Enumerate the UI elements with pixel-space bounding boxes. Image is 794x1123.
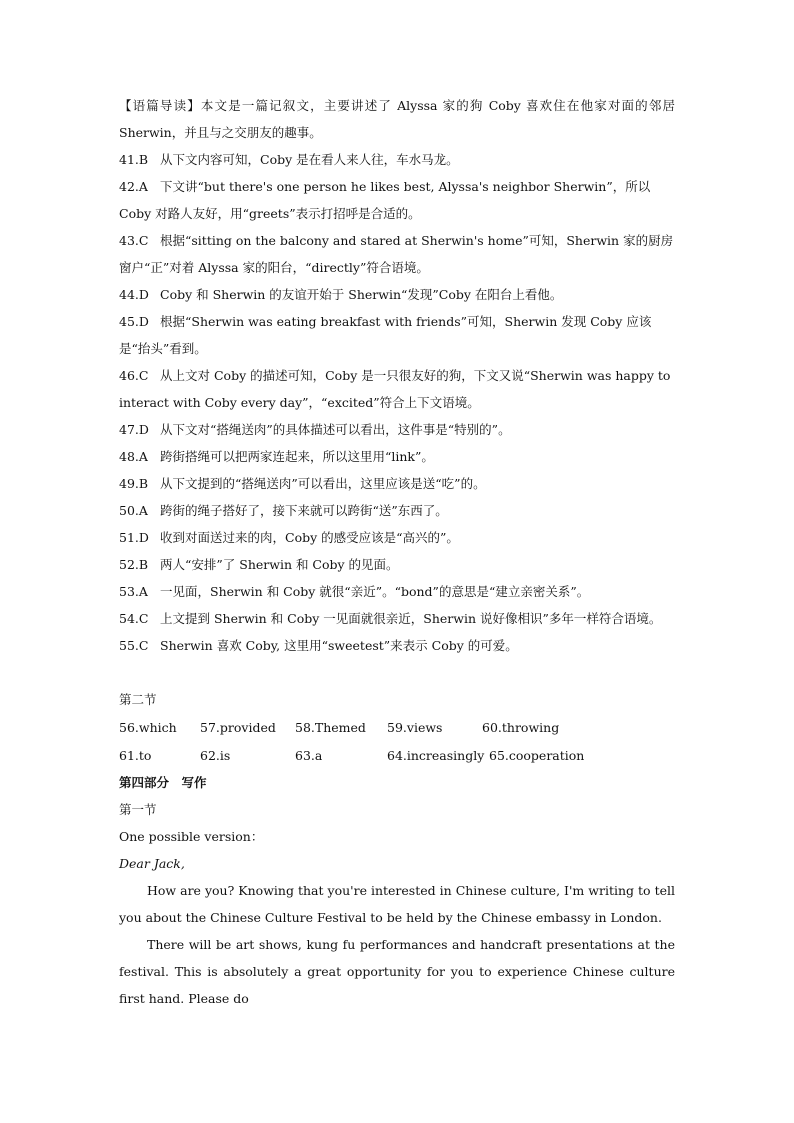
answer-item [119, 470, 675, 497]
answer-list [119, 146, 675, 659]
letter-paragraph-1: How are you? Knowing that you're interested in Chinese culture, I'm writing to tell you about the Chinese Culture Festival to be held by the Chinese embassy in London. [119, 883, 675, 925]
answer-item [119, 632, 675, 659]
spacer [119, 659, 675, 686]
answer-explanation: 从下文内容可知，Coby 是在看人来人往，车水马龙。 [160, 152, 459, 167]
answer-number: 53.A [119, 584, 148, 599]
answer-56: 56.which [119, 719, 177, 735]
answer-number: 49.B [119, 476, 149, 491]
section2-row-2 [119, 741, 675, 769]
answer-60: 60.throwing [482, 719, 560, 735]
letter-paragraph-2: There will be art shows, kung fu performances and handcraft presentations at the festival. This is absolutely a great opportunity for you to experience Chinese culture first hand. Please do [119, 937, 675, 1006]
passage-intro [119, 92, 675, 146]
answer-number: 50.A [119, 503, 148, 518]
answer-number: 43.C [119, 233, 149, 248]
answer-explanation: 上文提到 Sherwin 和 Coby 一见面就很亲近，Sherwin 说好像相识”多年一样符合语境。 [160, 611, 662, 626]
answer-number: 51.D [119, 530, 149, 545]
answer-explanation: 根据“sitting on the balcony and stared at Sherwin's home”可知，Sherwin 家的厨房窗户“正”对着 Alyssa 家的阳台，“directly”符合语境。 [119, 233, 674, 275]
answer-explanation: 从上文对 Coby 的描述可知，Coby 是一只很友好的狗，下文又说“Sherwin was happy to interact with Coby every day”，“excited”符合上下文语境。 [119, 368, 671, 410]
answer-explanation: 根据“Sherwin was eating breakfast with friends”可知，Sherwin 发现 Coby 应该是“抬头”看到。 [119, 314, 652, 356]
answer-65: 65.cooperation [489, 747, 585, 763]
answer-63: 63.a [295, 747, 323, 763]
answer-61: 61.to [119, 747, 152, 763]
answer-number: 42.A [119, 179, 148, 194]
answer-number: 48.A [119, 449, 148, 464]
answer-number: 45.D [119, 314, 149, 329]
answer-explanation: Sherwin 喜欢 Coby, 这里用“sweetest”来表示 Coby 的可爱。 [160, 638, 518, 653]
letter-greeting: Dear Jack, [119, 856, 185, 871]
answer-explanation: 从下文提到的“搭绳送肉”可以看出，这里应该是送“吃”的。 [160, 476, 486, 491]
answer-explanation: 跨街搭绳可以把两家连起来，所以这里用“link”。 [160, 449, 434, 464]
answer-key-content [119, 92, 675, 1012]
answer-explanation: 两人“安排”了 Sherwin 和 Coby 的见面。 [160, 557, 399, 572]
part4-subheading: 第一节 [119, 802, 157, 817]
answer-item [119, 227, 675, 281]
answer-item [119, 443, 675, 470]
answer-57: 57.provided [200, 719, 276, 735]
answer-number: 54.C [119, 611, 149, 626]
answer-item [119, 578, 675, 605]
answer-item [119, 281, 675, 308]
intro-label: 【语篇导读】 [119, 98, 201, 113]
answer-item [119, 308, 675, 362]
answer-item [119, 173, 675, 227]
answer-62: 62.is [200, 747, 231, 763]
answer-number: 47.D [119, 422, 149, 437]
answer-59: 59.views [387, 719, 443, 735]
section2-row-1 [119, 713, 675, 741]
intro-text: 本文是一篇记叙文，主要讲述了 Alyssa 家的狗 Coby 喜欢住在他家对面的邻居 Sherwin，并且与之交朋友的趣事。 [119, 98, 675, 140]
section2-heading: 第二节 [119, 692, 157, 707]
answer-item [119, 362, 675, 416]
answer-number: 55.C [119, 638, 149, 653]
answer-item [119, 605, 675, 632]
answer-number: 46.C [119, 368, 149, 383]
answer-item [119, 551, 675, 578]
answer-item [119, 524, 675, 551]
answer-explanation: 下文讲“but there's one person he likes best, Alyssa's neighbor Sherwin”，所以 Coby 对路人友好，用“greets”表示打招呼是合适的。 [119, 179, 651, 221]
answer-number: 41.B [119, 152, 149, 167]
answer-explanation: 从下文对“搭绳送肉”的具体描述可以看出，这件事是“特别的”。 [160, 422, 511, 437]
answer-58: 58.Themed [295, 719, 366, 735]
answer-item [119, 416, 675, 443]
answer-explanation: 跨街的绳子搭好了，接下来就可以跨街“送”东西了。 [160, 503, 448, 518]
answer-64: 64.increasingly [387, 747, 485, 763]
part4-heading: 第四部分 写作 [119, 775, 207, 790]
answer-explanation: 一见面，Sherwin 和 Coby 就很“亲近”。“bond”的意思是“建立亲密关系”。 [160, 584, 590, 599]
version-label: One possible version： [119, 829, 264, 844]
answer-item [119, 146, 675, 173]
answer-explanation: 收到对面送过来的肉，Coby 的感受应该是“高兴的”。 [160, 530, 459, 545]
answer-item [119, 497, 675, 524]
answer-number: 44.D [119, 287, 149, 302]
answer-explanation: Coby 和 Sherwin 的友谊开始于 Sherwin“发现”Coby 在阳台上看他。 [160, 287, 563, 302]
answer-number: 52.B [119, 557, 149, 572]
